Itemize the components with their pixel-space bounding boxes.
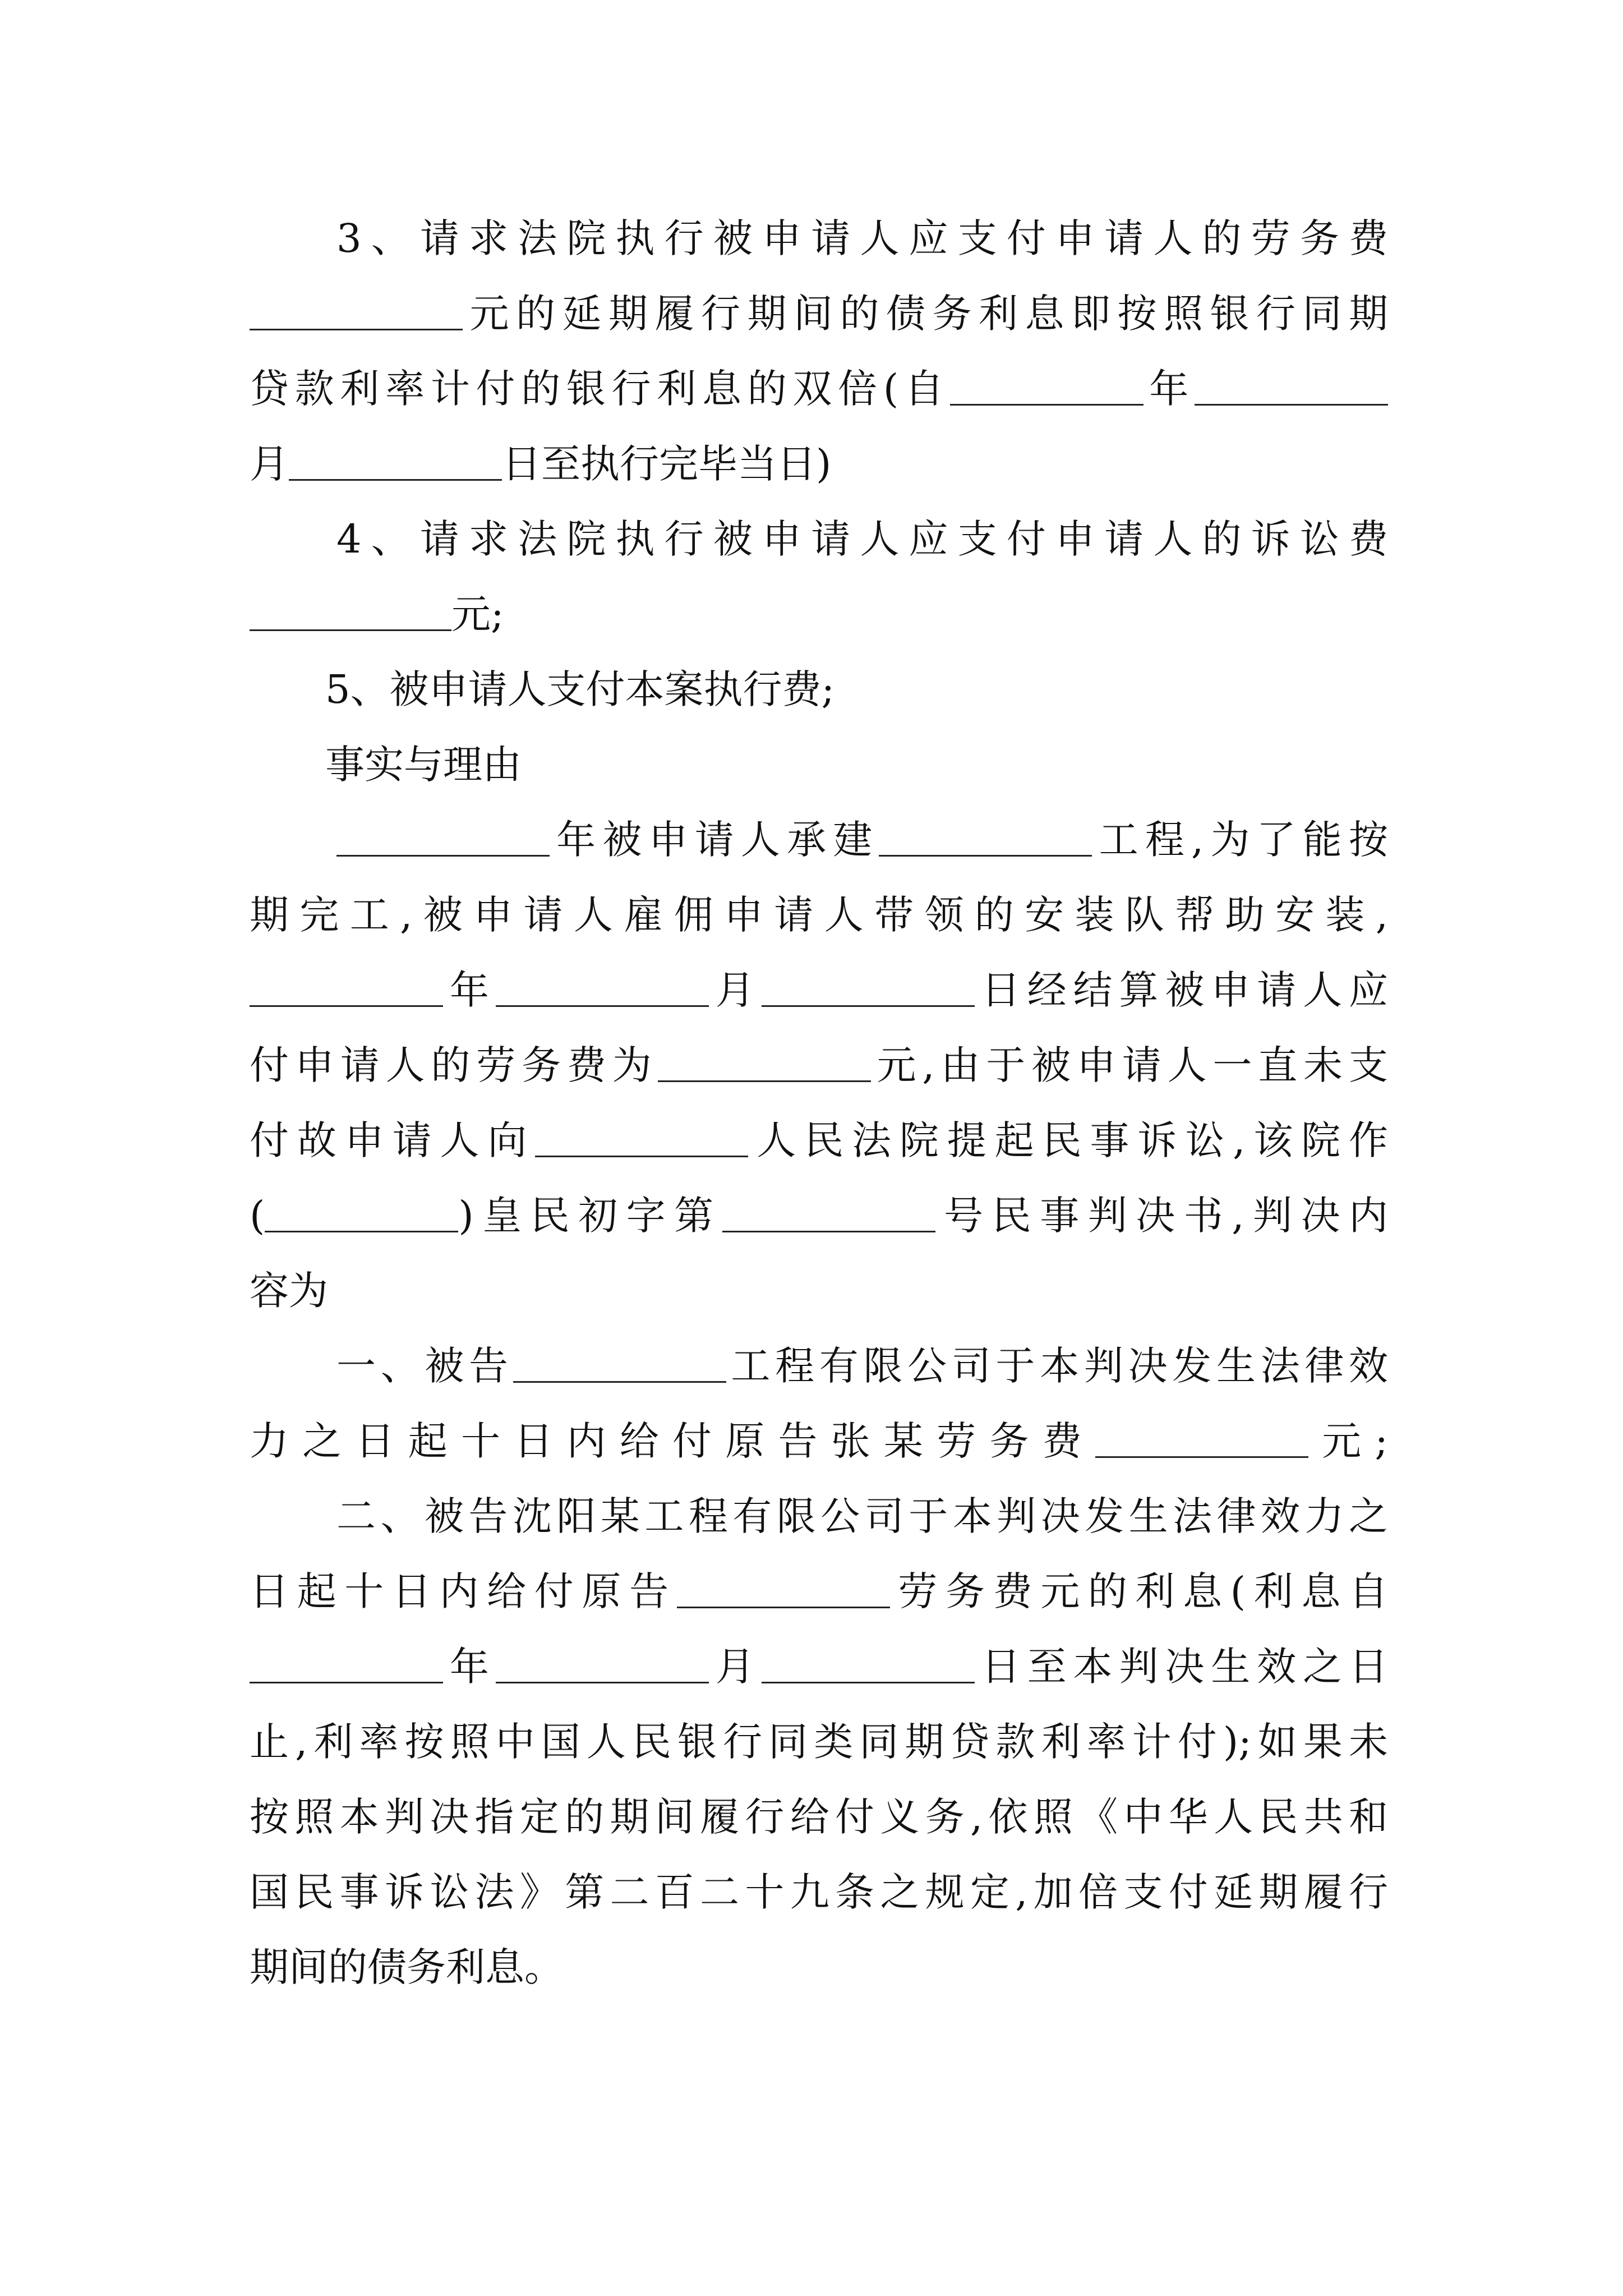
clause-5-text: 5、被申请人支付本案执行费; xyxy=(325,666,835,712)
section-heading xyxy=(325,739,1388,791)
blank-field[interactable] xyxy=(250,595,451,631)
blank-field[interactable] xyxy=(250,294,463,330)
text-segment: 月 xyxy=(708,1644,762,1690)
text-segment: 付故申请人向 xyxy=(250,1117,536,1163)
paragraph-line xyxy=(250,1566,1388,1618)
text-segment: )皇民初字第 xyxy=(458,1193,722,1239)
blank-field[interactable] xyxy=(496,970,709,1007)
text-segment: 日至执行完毕当日) xyxy=(502,441,832,487)
text-segment: 止,利率按照中国人民银行同类同期贷款利率计付);如果未 xyxy=(250,1719,1388,1765)
text-segment: 付申请人的劳务费为 xyxy=(250,1042,658,1088)
text-segment: 劳务费元的利息(利息自 xyxy=(889,1568,1388,1614)
text-segment: 日经结算被申请人应 xyxy=(974,967,1388,1013)
blank-field[interactable] xyxy=(535,1121,748,1157)
paragraph-line xyxy=(250,1641,1388,1693)
text-segment: 号民事判决书,判决内 xyxy=(935,1193,1388,1239)
text-segment: 力之日起十日内给付原告张某劳务费 xyxy=(250,1418,1095,1464)
paragraph-line xyxy=(250,1792,1388,1843)
paragraph-line xyxy=(250,1040,1388,1092)
paragraph-line xyxy=(250,1717,1388,1768)
text-segment: 日至本判决生效之日 xyxy=(974,1644,1388,1690)
paragraph-line xyxy=(250,890,1388,941)
text-segment: 贷款利率计付的银行利息的双倍(自 xyxy=(250,366,950,412)
text-segment: 国民事诉讼法》第二百二十九条之规定,加倍支付延期履行 xyxy=(250,1869,1388,1915)
text-segment: 年 xyxy=(1143,366,1195,412)
paragraph-line xyxy=(336,1341,1388,1392)
blank-field[interactable] xyxy=(762,970,975,1007)
paragraph-line xyxy=(336,213,1388,265)
blank-field[interactable] xyxy=(289,444,502,481)
text-segment: 人民法院提起民事诉讼,该院作 xyxy=(748,1117,1388,1163)
text-segment: 元的延期履行期间的债务利息即按照银行同期 xyxy=(463,291,1388,337)
text-segment: 日起十日内给付原告 xyxy=(250,1568,677,1614)
paragraph-line xyxy=(250,589,1388,641)
text-segment: 期间的债务利息。 xyxy=(250,1944,564,1990)
text-segment: 年被申请人承建 xyxy=(550,817,879,863)
paragraph-line xyxy=(250,1867,1388,1918)
blank-field[interactable] xyxy=(250,1647,443,1683)
blank-field[interactable] xyxy=(336,820,550,857)
text-segment: 一、被告 xyxy=(336,1343,513,1389)
paragraph-line xyxy=(250,364,1388,415)
paragraph-line xyxy=(250,1190,1388,1242)
blank-field[interactable] xyxy=(879,820,1092,857)
text-segment: 年 xyxy=(443,967,496,1013)
paragraph-line xyxy=(250,1115,1388,1167)
text-segment: ( xyxy=(250,1193,265,1239)
blank-field[interactable] xyxy=(496,1647,709,1683)
text-segment: 工程,为了能按 xyxy=(1092,817,1388,863)
paragraph-line xyxy=(325,664,1388,716)
paragraph-line xyxy=(336,514,1388,565)
text-segment: 按照本判决指定的期间履行给付义务,依照《中华人民共和 xyxy=(250,1794,1388,1840)
paragraph-line xyxy=(336,815,1388,866)
paragraph-line xyxy=(250,1266,1388,1317)
text-segment: 期完工,被申请人雇佣申请人带领的安装队帮助安装, xyxy=(250,892,1388,938)
blank-field[interactable] xyxy=(513,1346,726,1383)
clause-3-text: 3、请求法院执行被申请人应支付申请人的劳务费 xyxy=(336,215,1388,261)
blank-field[interactable] xyxy=(950,369,1144,406)
paragraph-line xyxy=(250,288,1388,340)
paragraph-line xyxy=(250,1416,1388,1467)
text-segment: 元; xyxy=(451,591,504,637)
blank-field[interactable] xyxy=(1195,369,1388,406)
text-segment: 工程有限公司于本判决发生法律效 xyxy=(726,1343,1388,1389)
paragraph-line xyxy=(250,439,1388,490)
facts-reasons-heading: 事实与理由 xyxy=(325,742,522,788)
paragraph-line xyxy=(336,1491,1388,1543)
blank-field[interactable] xyxy=(722,1196,935,1232)
blank-field[interactable] xyxy=(658,1046,871,1082)
text-segment: 元; xyxy=(1308,1418,1388,1464)
text-segment: 月 xyxy=(708,967,762,1013)
paragraph-line xyxy=(250,1942,1388,1994)
text-segment: 年 xyxy=(443,1644,496,1690)
clause-4-text: 4、请求法院执行被申请人应支付申请人的诉讼费 xyxy=(336,516,1388,562)
blank-field[interactable] xyxy=(1095,1421,1308,1458)
text-segment: 容为 xyxy=(250,1268,328,1314)
text-segment: 二、被告沈阳某工程有限公司于本判决发生法律效力之 xyxy=(336,1493,1388,1539)
text-segment: 月 xyxy=(250,441,289,487)
blank-field[interactable] xyxy=(265,1196,458,1232)
text-segment: 元,由于被申请人一直未支 xyxy=(870,1042,1388,1088)
blank-field[interactable] xyxy=(677,1572,890,1608)
blank-field[interactable] xyxy=(250,970,443,1007)
paragraph-line xyxy=(250,965,1388,1016)
blank-field[interactable] xyxy=(762,1647,975,1683)
